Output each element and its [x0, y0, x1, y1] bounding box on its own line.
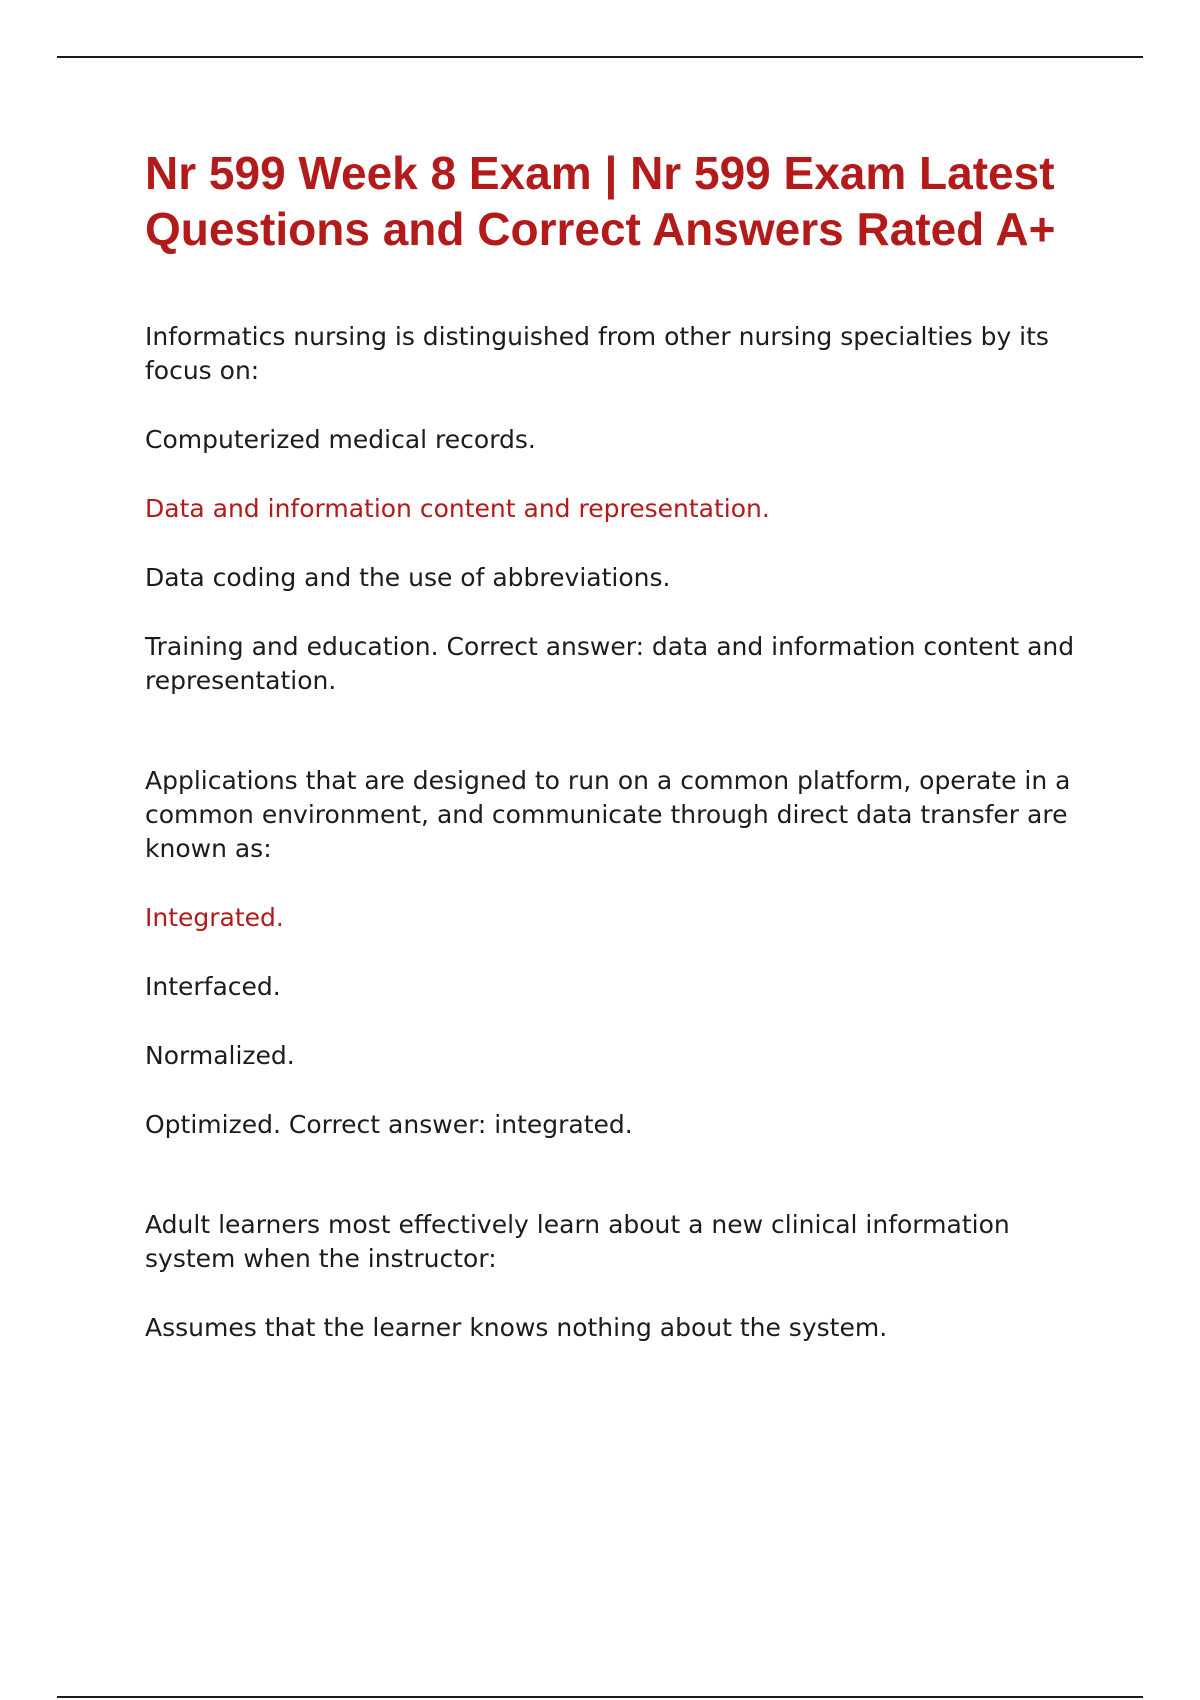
- document-body: [145, 145, 1105, 1380]
- paragraph: Interfaced.: [145, 972, 281, 1001]
- paragraph: Optimized. Correct answer: integrated.: [145, 1110, 633, 1139]
- paragraph: Adult learners most effectively learn about a new clinical information system when the instructor:: [145, 1210, 1010, 1273]
- footer-rule: [57, 1696, 1143, 1698]
- paragraph: Assumes that the learner knows nothing about the system.: [145, 1313, 888, 1342]
- paragraph: Computerized medical records.: [145, 425, 536, 454]
- header-rule: [57, 56, 1143, 58]
- document-title: Nr 599 Week 8 Exam | Nr 599 Exam Latest Questions and Correct Answers Rated A+: [145, 147, 1056, 255]
- paragraph: Normalized.: [145, 1041, 295, 1070]
- paragraph: Informatics nursing is distinguished from other nursing specialties by its focus on:: [145, 322, 1049, 385]
- paragraph-list: [145, 320, 1105, 1345]
- paragraph: Applications that are designed to run on a common platform, operate in a common environment, and communicate through direct data transfer are known as:: [145, 766, 1071, 863]
- paragraph: Training and education. Correct answer: data and information content and representation.: [145, 632, 1075, 695]
- highlighted-answer: Integrated.: [145, 903, 284, 932]
- paragraph: Data coding and the use of abbreviations.: [145, 563, 671, 592]
- highlighted-answer: Data and information content and representation.: [145, 494, 770, 523]
